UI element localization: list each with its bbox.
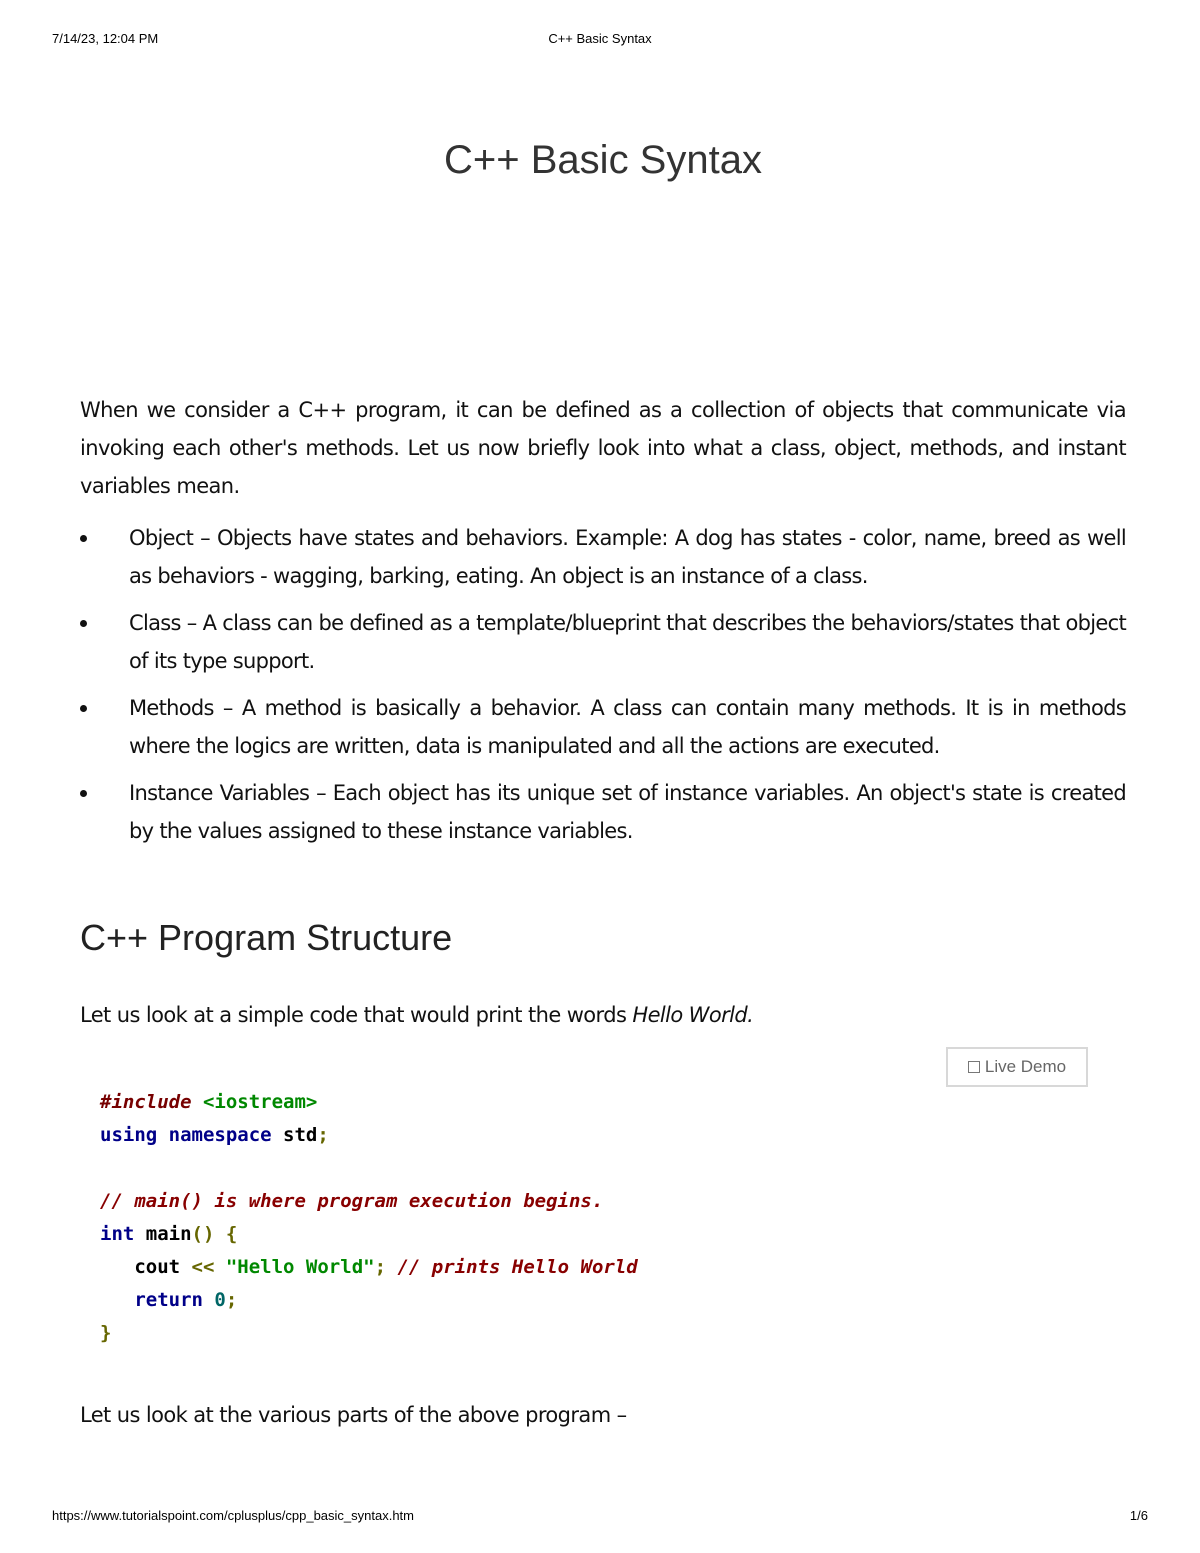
code-block — [100, 1086, 638, 1350]
code-token: ; — [225, 1289, 238, 1311]
section-title: C++ Program Structure — [80, 917, 453, 958]
code-token: } — [100, 1322, 112, 1344]
lead-emphasis: Hello World. — [632, 1003, 754, 1027]
code-token: // main() is where program execution begins. — [100, 1190, 604, 1212]
code-token — [157, 1124, 168, 1146]
code-line — [100, 1251, 638, 1284]
code-token — [203, 1289, 214, 1311]
code-line — [100, 1152, 638, 1185]
list-item-text: Object – Objects have states and behaviors. Example: A dog has states - color, name, breed as well as behaviors - wagging, barking, eating. An object is an instance of a class. — [129, 526, 1126, 588]
list-item — [80, 689, 1126, 765]
bullet-icon — [80, 790, 87, 797]
external-link-icon — [968, 1061, 980, 1073]
code-token: << — [191, 1256, 215, 1278]
intro-paragraph: When we consider a C++ program, it can be defined as a collection of objects that communicate via invoking each other's methods. Let us now briefly look into what a class, object, methods, and instant variables mean. — [80, 398, 1126, 498]
code-token: "Hello World" — [225, 1256, 375, 1278]
code-token: return — [134, 1289, 203, 1311]
code-token: std — [271, 1124, 318, 1146]
list-item — [80, 519, 1126, 595]
code-line — [100, 1218, 638, 1251]
print-footer — [52, 1508, 1148, 1526]
print-doc-title: C++ Basic Syntax — [548, 31, 652, 46]
bullet-icon — [80, 620, 87, 627]
lead-text: Let us look at a simple code that would print the words — [80, 1003, 633, 1027]
outro-paragraph: Let us look at the various parts of the above program – — [80, 1403, 627, 1427]
print-header — [52, 31, 1148, 49]
list-item — [80, 604, 1126, 680]
code-token: ; — [374, 1256, 387, 1278]
code-token: cout — [100, 1256, 192, 1278]
code-line — [100, 1284, 638, 1317]
code-token: () — [191, 1223, 215, 1245]
live-demo-label: Live Demo — [984, 1057, 1067, 1076]
definition-list — [80, 519, 1126, 859]
code-line — [100, 1185, 638, 1218]
code-token: // prints Hello World — [397, 1256, 638, 1278]
code-token — [386, 1256, 397, 1278]
code-token: ; — [317, 1124, 329, 1146]
list-item-text: Class – A class can be defined as a template/blueprint that describes the behaviors/states that object of its type support. — [129, 611, 1126, 673]
code-token: <iostream> — [202, 1091, 318, 1113]
code-line — [100, 1317, 638, 1350]
code-token — [214, 1223, 225, 1245]
code-line — [100, 1086, 638, 1119]
code-token — [100, 1289, 134, 1311]
code-token: 0 — [214, 1289, 226, 1311]
code-token: { — [225, 1223, 238, 1245]
print-page-number: 1/6 — [1129, 1508, 1148, 1523]
code-token: int — [100, 1223, 135, 1245]
bullet-icon — [80, 535, 87, 542]
list-item-text: Methods – A method is basically a behavior. A class can contain many methods. It is in methods where the logics are written, data is manipulated and all the actions are executed. — [129, 696, 1126, 758]
lead-paragraph — [80, 996, 753, 1034]
print-url: https://www.tutorialspoint.com/cplusplus/cpp_basic_syntax.htm — [52, 1508, 415, 1523]
live-demo-button[interactable] — [946, 1047, 1088, 1087]
code-line — [100, 1119, 638, 1152]
list-item-text: Instance Variables – Each object has its unique set of instance variables. An object's state is created by the values assigned to these instance variables. — [129, 781, 1126, 843]
code-token: using — [100, 1124, 158, 1146]
code-token: main — [134, 1223, 192, 1245]
page-title: C++ Basic Syntax — [444, 138, 762, 182]
code-token — [214, 1256, 225, 1278]
list-item — [80, 774, 1126, 850]
print-datetime: 7/14/23, 12:04 PM — [52, 31, 159, 46]
bullet-icon — [80, 705, 87, 712]
code-token: namespace — [168, 1124, 272, 1146]
code-token: #include — [100, 1091, 203, 1113]
